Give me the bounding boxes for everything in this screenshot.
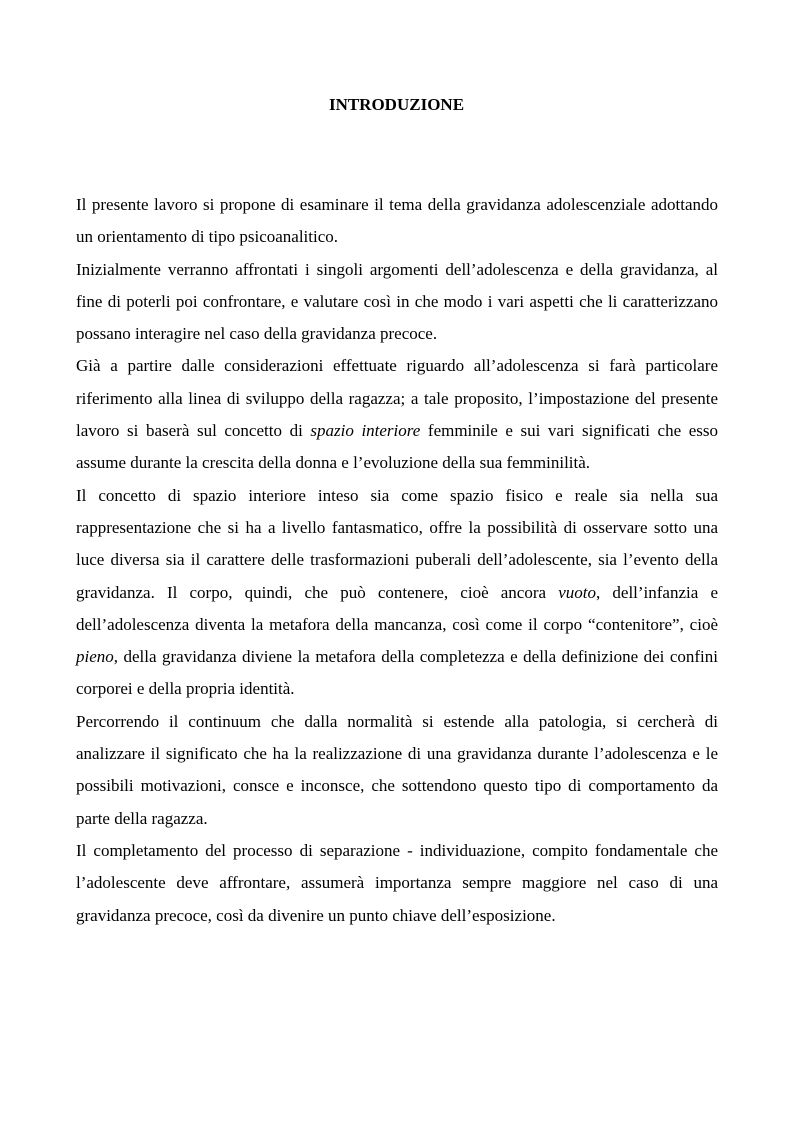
body-paragraph: [76, 189, 718, 254]
page-title: INTRODUZIONE: [328, 95, 465, 114]
body-paragraph: [76, 480, 718, 706]
paragraph-text: Il concetto di spazio interiore inteso sia come spazio fisico e reale sia nella sua rappresentazione che si ha a livello fantasmatico, offre la possibilità di osservare sotto una luce diversa sia il carattere delle trasformazioni puberali dell’adolescente, sia l’evento della gravidanza. Il corpo, quindi, che può contenere, cioè ancora: [76, 485, 718, 602]
body-paragraph: [76, 350, 718, 479]
paragraph-text: Il completamento del processo di separazione - individuazione, compito fondamentale che l’adolescente deve affrontare, assumerà importanza sempre maggiore nel caso di una gravidanza precoce, così da divenire un punto chiave dell’esposizione.: [76, 840, 718, 925]
paragraph-text: Percorrendo il continuum che dalla normalità si estende alla patologia, si cercherà di analizzare il significato che ha la realizzazione di una gravidanza durante l’adolescenza e le possibili motivazioni, consce e inconsce, che sottendono questo tipo di comportamento da parte della ragazza.: [76, 711, 718, 828]
paragraph-text: Il presente lavoro si propone di esaminare il tema della gravidanza adolescenziale adottando un orientamento di tipo psicoanalitico.: [76, 195, 718, 247]
body-paragraph: [76, 835, 718, 932]
paragraph-text: femminile e sui vari significati che esso assume durante la crescita della donna e l’evoluzione della sua femminilità.: [76, 421, 718, 473]
paragraph-text: , della gravidanza diviene la metafora della completezza e della definizione dei confini corporei e della propria identità.: [76, 647, 718, 699]
italic-term: spazio interiore: [310, 421, 421, 441]
paragraph-text: Inizialmente verranno affrontati i singoli argomenti dell’adolescenza e della gravidanza, al fine di poterli poi confrontare, e valutare così in che modo i vari aspetti che li caratterizzano possano interagire nel caso della gravidanza precoce.: [76, 259, 718, 344]
paragraph-text: Già a partire dalle considerazioni effettuate riguardo all’adolescenza si farà particolare riferimento alla linea di sviluppo della ragazza; a tale proposito, l’impostazione del presente lavoro si baserà sul concetto di: [76, 356, 718, 441]
italic-term: pieno: [76, 647, 114, 667]
body-paragraph: [76, 706, 718, 835]
paragraph-text: , dell’infanzia e dell’adolescenza diventa la metafora della mancanza, così come il corpo “contenitore”, cioè: [76, 582, 718, 634]
italic-term: vuoto: [558, 582, 596, 602]
document-body: [76, 189, 718, 932]
body-paragraph: [76, 254, 718, 351]
